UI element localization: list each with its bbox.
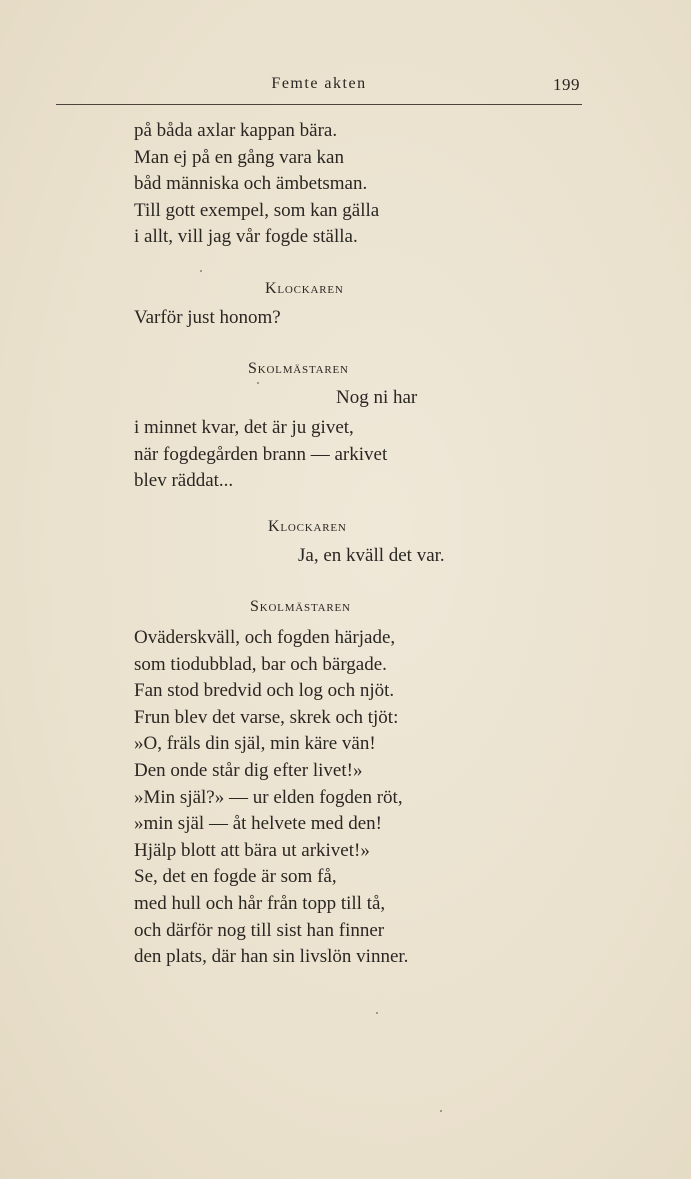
verse-block-3 [134,625,408,971]
verse-line: Nog ni har [336,387,418,408]
verse-line: Till gott exempel, som kan gälla [134,199,380,221]
paper-speck [257,382,259,384]
speaker-heading: Klockaren [268,518,347,535]
speaker-heading: Skolmästaren [248,360,349,377]
verse-line: »min själ — åt helvete med den! [134,813,382,835]
verse-line: blev räddat... [134,470,234,492]
verse-block-2 [134,415,387,495]
verse-line: Man ej på en gång vara kan [134,146,344,168]
verse-line: Varför just honom? [134,307,281,328]
verse-line: Den onde står dig efter livet!» [134,759,363,781]
verse-line: »O, fräls din själ, min käre vän! [134,733,376,755]
paper-speck [200,270,202,272]
verse-line: som tiodubblad, bar och bärgade. [134,653,387,675]
paper-speck [440,1110,442,1112]
verse-line: Se, det en fogde är som få, [134,866,337,888]
verse-line: med hull och hår från topp till tå, [134,892,386,914]
page-number: 199 [553,75,580,94]
verse-line: när fogdegården brann — arkivet [134,443,388,465]
verse-line: »Min själ?» — ur elden fogden röt, [134,786,403,808]
running-title: Femte akten [271,75,367,92]
verse-line: Hjälp blott att bära ut arkivet!» [134,839,370,861]
verse-line: den plats, där han sin livslön vinner. [134,946,409,968]
verse-line: Ja, en kväll det var. [298,545,445,566]
verse-line: på båda axlar kappan bära. [134,120,338,141]
speaker-heading: Skolmästaren [250,598,351,615]
paper-speck [376,1012,378,1014]
verse-block-1 [134,118,379,251]
verse-line: båd människa och ämbetsman. [134,173,368,195]
verse-line: Fan stod bredvid och log och njöt. [134,680,395,702]
verse-line: och därför nog till sist han finner [134,919,385,941]
verse-line: i minnet kvar, det är ju givet, [134,417,354,438]
speaker-heading: Klockaren [265,280,344,297]
verse-line: i allt, vill jag vår fogde ställa. [134,226,358,248]
verse-line: Frun blev det varse, skrek och tjöt: [134,706,399,728]
verse-line: Oväderskväll, och fogden härjade, [134,627,396,648]
running-header [56,72,582,105]
